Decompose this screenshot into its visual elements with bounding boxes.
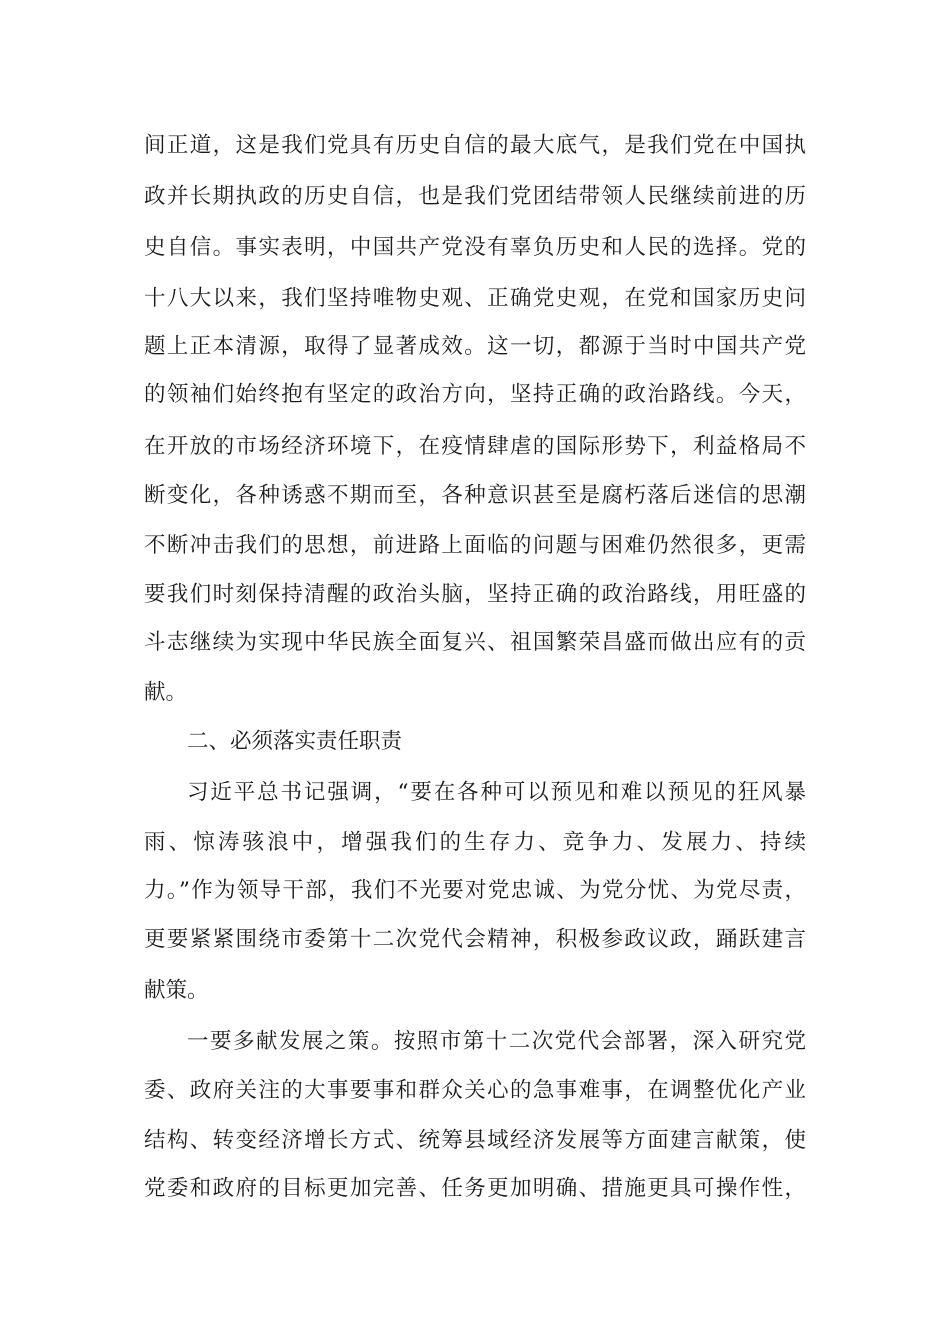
paragraph-line: 间正道，这是我们党具有历史自信的最大底气，是我们党在中国执 (144, 133, 806, 158)
paragraph-line: 要我们时刻保持清醒的政治头脑，坚持正确的政治路线，用旺盛的 (144, 582, 806, 607)
paragraph-line: 政并长期执政的历史自信，也是我们党团结带领人民继续前进的历 (144, 184, 806, 209)
paragraph-line: 雨、惊涛骇浪中，增强我们的生存力、竞争力、发展力、持续 (144, 830, 806, 855)
paragraph-line: 习近平总书记强调，“要在各种可以预见和难以预见的狂风暴 (187, 780, 806, 805)
paragraph-line: 力。”作为领导干部，我们不光要对党忠诚、为党分忧、为党尽责， (144, 878, 806, 903)
paragraph-line: 一要多献发展之策。按照市第十二次党代会部署，深入研究党 (187, 1029, 806, 1054)
paragraph-line: 不断冲击我们的思想，前进路上面临的问题与困难仍然很多，更需 (144, 533, 806, 558)
paragraph-line: 十八大以来，我们坚持唯物史观、正确党史观，在党和国家历史问 (144, 286, 806, 311)
paragraph-line: 党委和政府的目标更加完善、任务更加明确、措施更具可操作性， (144, 1176, 806, 1201)
paragraph-line: 委、政府关注的大事要事和群众关心的急事难事，在调整优化产业 (144, 1078, 806, 1103)
paragraph-line: 结构、转变经济增长方式、统筹县域经济发展等方面建言献策，使 (144, 1128, 806, 1153)
paragraph-line: 献策。 (144, 978, 209, 1003)
paragraph-line: 献。 (144, 680, 188, 705)
paragraph-line: 在开放的市场经济环境下，在疫情肆虐的国际形势下，利益格局不 (144, 434, 806, 459)
paragraph-line: 更要紧紧围绕市委第十二次党代会精神，积极参政议政，踊跃建言 (144, 927, 806, 952)
paragraph-line: 史自信。事实表明，中国共产党没有辜负历史和人民的选择。党的 (144, 235, 806, 260)
section-heading: 二、必须落实责任职责 (187, 729, 403, 754)
paragraph-line: 斗志继续为实现中华民族全面复兴、祖国繁荣昌盛而做出应有的贡 (144, 630, 806, 655)
paragraph-line: 题上正本清源，取得了显著成效。这一切，都源于当时中国共产党 (144, 334, 806, 359)
paragraph-line: 的领袖们始终抱有坚定的政治方向，坚持正确的政治路线。今天， (144, 382, 806, 407)
paragraph-line: 断变化，各种诱惑不期而至，各种意识甚至是腐朽落后迷信的思潮 (144, 483, 806, 508)
